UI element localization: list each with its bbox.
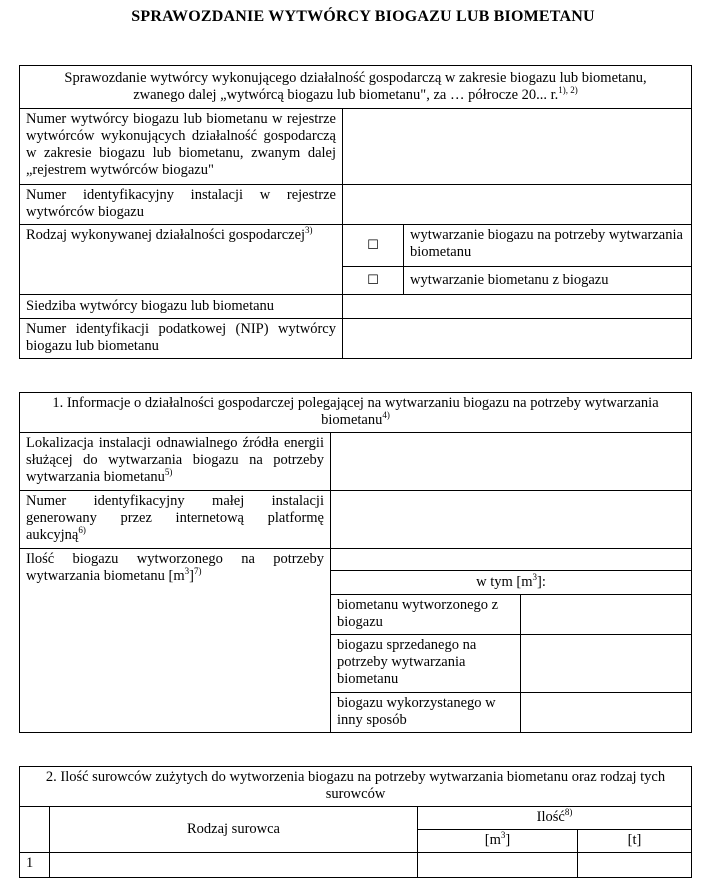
amount-header: Ilość$^{8)}$	[418, 807, 692, 830]
seat-field[interactable]	[343, 295, 692, 319]
nip-label: Numer identyfikacji podatkowej (NIP) wytwórcy biogazu lub biometanu	[20, 319, 343, 359]
activity-info-table	[19, 392, 692, 733]
small-installation-id-field[interactable]	[331, 491, 692, 549]
checkbox-biomethane[interactable]: ☐	[343, 267, 404, 295]
biogas-other-use-label: biogazu wykorzystanego w inny sposób	[331, 693, 521, 733]
row-number: 1	[20, 853, 50, 878]
activity-type-label: Rodzaj wykonywanej działalności gospodarczej$^{3)}$	[20, 225, 343, 295]
biogas-other-use-field[interactable]	[521, 693, 692, 733]
raw-materials-table	[19, 766, 692, 878]
page-title: SPRAWOZDANIE WYTWÓRCY BIOGAZU LUB BIOMETANU	[131, 8, 595, 25]
unit-m3-header: $[m^3]$	[418, 830, 578, 853]
section1-header: 1. Informacje o działalności gospodarczej polegającej na wytwarzaniu biogazu na potrzeby wytwarzania biometanu$^{4)}$	[20, 393, 692, 433]
location-field[interactable]	[331, 433, 692, 491]
installation-id-field[interactable]	[343, 185, 692, 225]
register-number-field[interactable]	[343, 109, 692, 185]
option-biomethane-label: wytwarzanie biometanu z biogazu	[404, 267, 692, 295]
checkbox-biogas[interactable]: ☐	[343, 225, 404, 267]
producer-report-table	[19, 65, 692, 359]
biogas-sold-field[interactable]	[521, 635, 692, 693]
location-label: Lokalizacja instalacji odnawialnego źródła energii służącej do wytwarzania biogazu na potrzeby wytwarzania biometanu$^{5)}$	[20, 433, 331, 491]
register-number-label: Numer wytwórcy biogazu lub biometanu w rejestrze wytwórców wykonujących działalność gospodarczą w zakresie biogazu lub biometanu, zwanym dalej „rejestrem wytwórców biogazu"	[20, 109, 343, 185]
report-header: Sprawozdanie wytwórcy wykonującego działalność gospodarczą w zakresie biogazu lub biometanu, zwanego dalej „wytwórcą biogazu lub biometanu", za … półrocze 20... r.$^{1), 2)}$	[20, 66, 692, 109]
nip-field[interactable]	[343, 319, 692, 359]
biogas-sold-label: biogazu sprzedanego na potrzeby wytwarzania biometanu	[331, 635, 521, 693]
biogas-amount-field[interactable]	[331, 549, 692, 571]
amount-t-field[interactable]	[578, 853, 692, 878]
raw-material-type-field[interactable]	[50, 853, 418, 878]
unit-t-header: [t]	[578, 830, 692, 853]
of-which-label: w tym $[m^3]$:	[331, 571, 692, 595]
seat-label: Siedziba wytwórcy biogazu lub biometanu	[20, 295, 343, 319]
amount-m3-field[interactable]	[418, 853, 578, 878]
installation-id-label: Numer identyfikacyjny instalacji w rejestrze wytwórców biogazu	[20, 185, 343, 225]
section2-header: 2. Ilość surowców zużytych do wytworzenia biogazu na potrzeby wytwarzania biometanu oraz rodzaj tych surowców	[20, 767, 692, 807]
option-biogas-label: wytwarzanie biogazu na potrzeby wytwarzania biometanu	[404, 225, 692, 267]
table-row	[20, 853, 692, 878]
biogas-amount-label: Ilość biogazu wytworzonego na potrzeby wytwarzania biometanu $[m^3]^{7)}$	[20, 549, 331, 733]
raw-material-type-header: Rodzaj surowca	[50, 807, 418, 853]
biomethane-produced-field[interactable]	[521, 595, 692, 635]
biomethane-produced-label: biometanu wytworzonego z biogazu	[331, 595, 521, 635]
small-installation-id-label: Numer identyfikacyjny małej instalacji generowany przez internetową platformę aukcyjną$^{6)}$	[20, 491, 331, 549]
row-number-header	[20, 807, 50, 853]
